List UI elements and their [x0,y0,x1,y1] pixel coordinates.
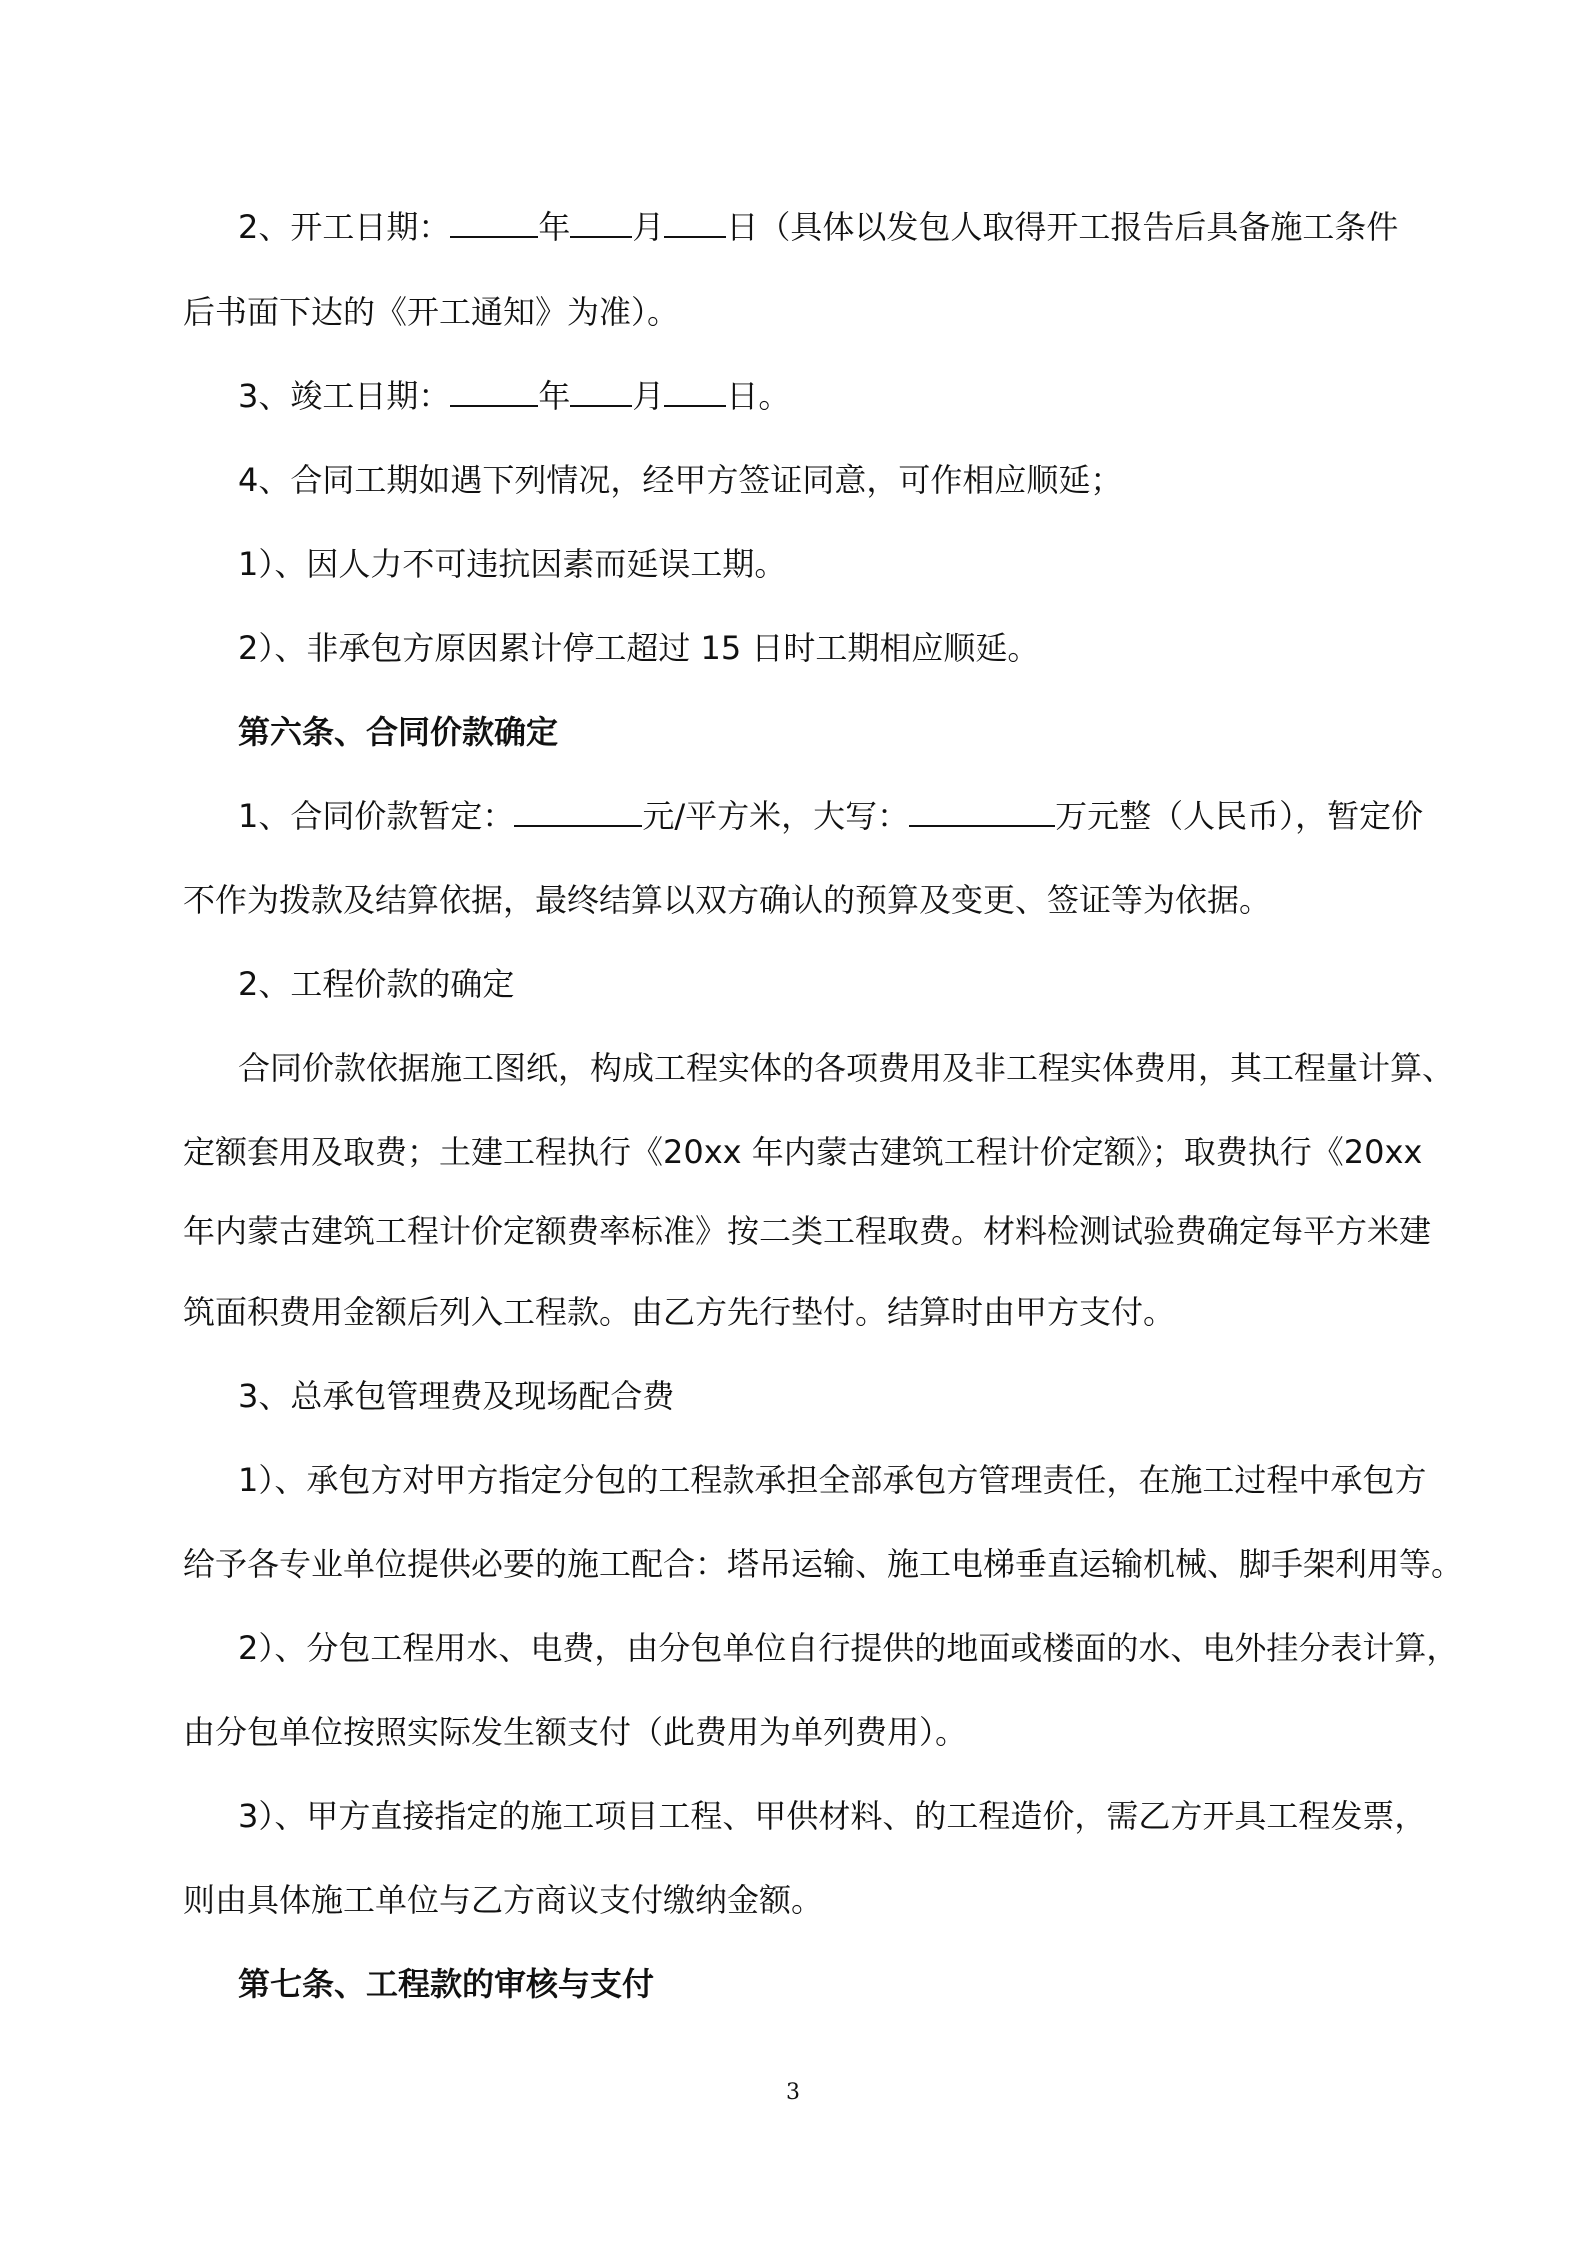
month-char: 月 [632,377,665,415]
day-text: 日（具体以发包人取得开工报告后具备施工条件 [726,208,1399,246]
paragraph-line: 4、合同工期如遇下列情况，经甲方签证同意，可作相应顺延； [238,461,1123,499]
clause-completion-date [238,374,790,418]
completion-year-blank [450,375,538,407]
start-date-label: 2、开工日期： [238,208,451,246]
list-item: 2）、非承包方原因累计停工超过 15 日时工期相应顺延。 [238,629,1040,667]
section-heading-6: 第六条、合同价款确定 [238,713,559,751]
price-label: 1、合同价款暂定： [238,797,515,835]
paragraph-line: 由分包单位按照实际发生额支付（此费用为单列费用）。 [183,1713,968,1751]
year-char: 年 [538,208,571,246]
section-heading-7: 第七条、工程款的审核与支付 [238,1965,655,2003]
price-tail-text: 万元整（人民币），暂定价 [1055,797,1424,835]
page-number: 3 [786,2080,800,2105]
list-item: 2）、分包工程用水、电费，由分包单位自行提供的地面或楼面的水、电外挂分表计算， [238,1629,1459,1667]
month-char: 月 [632,208,665,246]
start-year-blank [450,206,538,238]
day-text: 日。 [726,377,791,415]
paragraph-line: 合同价款依据施工图纸，构成工程实体的各项费用及非工程实体费用，其工程量计算、 [238,1049,1455,1087]
subheading: 3、总承包管理费及现场配合费 [238,1377,675,1415]
list-item: 1）、承包方对甲方指定分包的工程款承担全部承包方管理责任，在施工过程中承包方 [238,1461,1427,1499]
list-item: 3）、甲方直接指定的施工项目工程、甲供材料、的工程造价，需乙方开具工程发票， [238,1797,1427,1835]
price-unit-text: 元/平方米，大写： [642,797,910,835]
list-item: 1）、因人力不可违抗因素而延误工期。 [238,545,787,583]
clause-contract-price [238,794,1423,838]
start-day-blank [664,206,726,238]
clause-start-date [238,205,1398,249]
year-char: 年 [538,377,571,415]
paragraph-line: 不作为拨款及结算依据，最终结算以双方确认的预算及变更、签证等为依据。 [183,881,1272,919]
paragraph-line: 则由具体施工单位与乙方商议支付缴纳金额。 [183,1881,824,1919]
completion-month-blank [570,375,632,407]
start-month-blank [570,206,632,238]
subheading: 2、工程价款的确定 [238,965,515,1003]
paragraph-line: 定额套用及取费；土建工程执行《20xx 年内蒙古建筑工程计价定额》；取费执行《20xx [183,1133,1423,1171]
paragraph-line: 给予各专业单位提供必要的施工配合：塔吊运输、施工电梯垂直运输机械、脚手架利用等。 [183,1545,1464,1583]
paragraph-line: 后书面下达的《开工通知》为准）。 [183,293,680,331]
paragraph-line: 筑面积费用金额后列入工程款。由乙方先行垫付。结算时由甲方支付。 [183,1293,1176,1331]
completion-date-label: 3、竣工日期： [238,377,451,415]
amount-words-blank [909,795,1055,827]
paragraph-line: 年内蒙古建筑工程计价定额费率标准》按二类工程取费。材料检测试验费确定每平方米建 [183,1212,1432,1250]
unit-price-blank [514,795,642,827]
completion-day-blank [664,375,726,407]
